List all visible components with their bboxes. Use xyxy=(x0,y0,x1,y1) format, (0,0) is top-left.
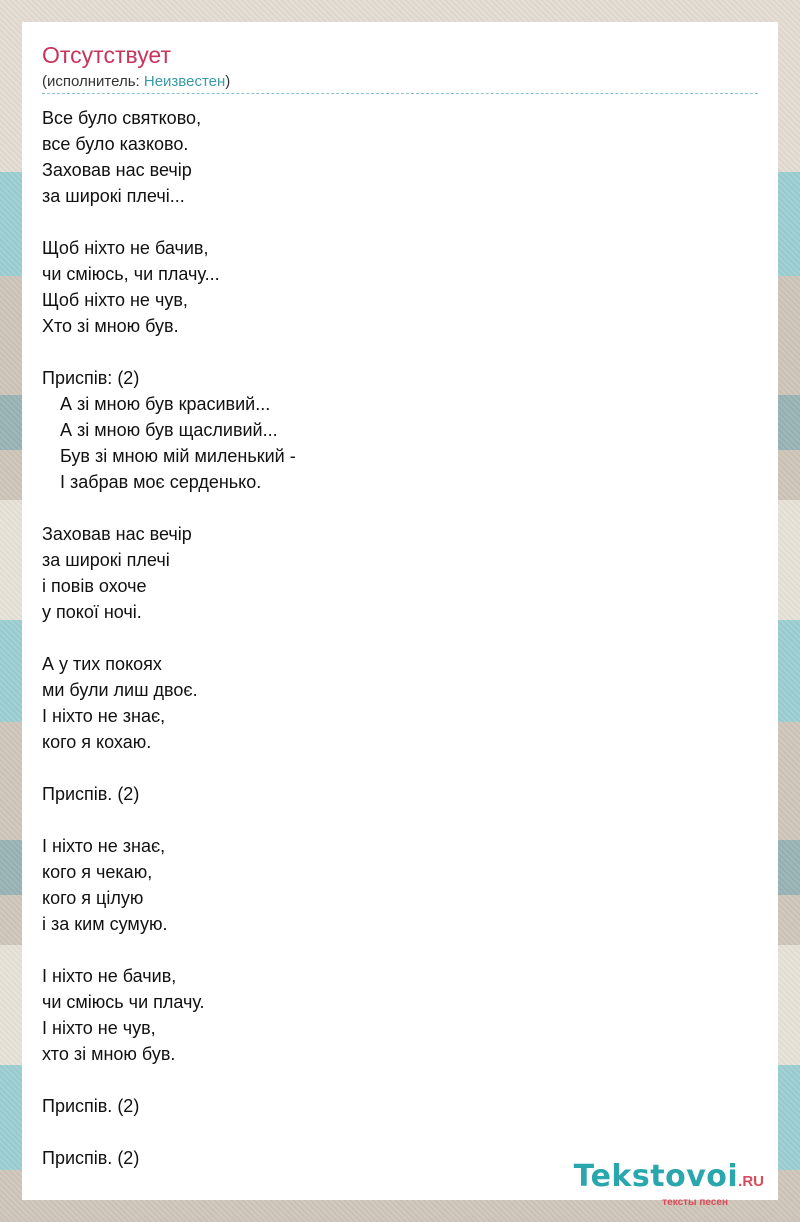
site-logo[interactable] xyxy=(573,1159,764,1208)
lyric-line: І ніхто не знає, xyxy=(42,706,166,726)
lyric-line: А у тих покоях xyxy=(42,654,162,674)
artist-link[interactable]: Неизвестен xyxy=(143,73,226,90)
lyric-line: чи сміюсь, чи плачу... xyxy=(42,264,220,284)
lyric-line: Щоб ніхто не бачив, xyxy=(42,238,209,258)
lyric-line: чи сміюсь чи плачу. xyxy=(42,992,205,1012)
lyric-line: Щоб ніхто не чув, xyxy=(42,290,188,310)
lyric-line: кого я кохаю. xyxy=(42,732,152,752)
stanza-break xyxy=(42,1067,296,1093)
lyric-line: Приспів. (2) xyxy=(42,1096,140,1116)
lyrics-text xyxy=(42,105,296,1171)
lyric-line: за широкі плечі... xyxy=(42,186,185,206)
lyric-line: за широкі плечі xyxy=(42,550,170,570)
lyric-line: і за ким сумую. xyxy=(42,914,168,934)
lyric-line: ми були лиш двоє. xyxy=(42,680,198,700)
lyric-line: Заховав нас вечір xyxy=(42,524,192,544)
lyric-line: все було казково. xyxy=(42,134,189,154)
stanza-break xyxy=(42,1119,296,1145)
lyric-line: Був зі мною мій миленький - xyxy=(60,446,296,466)
lyrics-card xyxy=(22,22,778,1208)
stanza-break xyxy=(42,339,296,365)
lyric-line: І ніхто не бачив, xyxy=(42,966,177,986)
lyric-line: хто зі мною був. xyxy=(42,1044,176,1064)
lyric-line: Приспів: (2) xyxy=(42,368,140,388)
lyric-line: Хто зі мною був. xyxy=(42,316,179,336)
song-title: Отсутствует xyxy=(42,42,171,68)
lyric-line: Заховав нас вечір xyxy=(42,160,192,180)
stanza-break xyxy=(42,937,296,963)
logo-name: Tekstovoi xyxy=(573,1159,739,1194)
lyric-line: кого я цілую xyxy=(42,888,144,908)
lyric-line: Все було святково, xyxy=(42,108,202,128)
stanza-break xyxy=(42,625,296,651)
lyric-line: А зі мною був щасливий... xyxy=(60,420,278,440)
lyric-line: Приспів. (2) xyxy=(42,1148,140,1168)
lyric-line: І ніхто не знає, xyxy=(42,836,166,856)
lyric-line: Приспів. (2) xyxy=(42,784,140,804)
artist-prefix: (исполнитель: xyxy=(42,73,144,90)
lyric-line: І забрав моє серденько. xyxy=(60,472,262,492)
stanza-break xyxy=(42,209,296,235)
stanza-break xyxy=(42,755,296,781)
logo-tagline: тексты песен xyxy=(662,1197,728,1208)
artist-line xyxy=(42,73,230,90)
stanza-break xyxy=(42,807,296,833)
lyric-line: І ніхто не чув, xyxy=(42,1018,156,1038)
stanza-break xyxy=(42,495,296,521)
divider xyxy=(42,93,758,94)
lyric-line: кого я чекаю, xyxy=(42,862,153,882)
artist-suffix: ) xyxy=(225,73,231,90)
lyric-line: А зі мною був красивий... xyxy=(60,394,271,414)
logo-suffix: .RU xyxy=(738,1173,764,1190)
lyric-line: і повів охоче xyxy=(42,576,147,596)
lyric-line: у покої ночі. xyxy=(42,602,142,622)
